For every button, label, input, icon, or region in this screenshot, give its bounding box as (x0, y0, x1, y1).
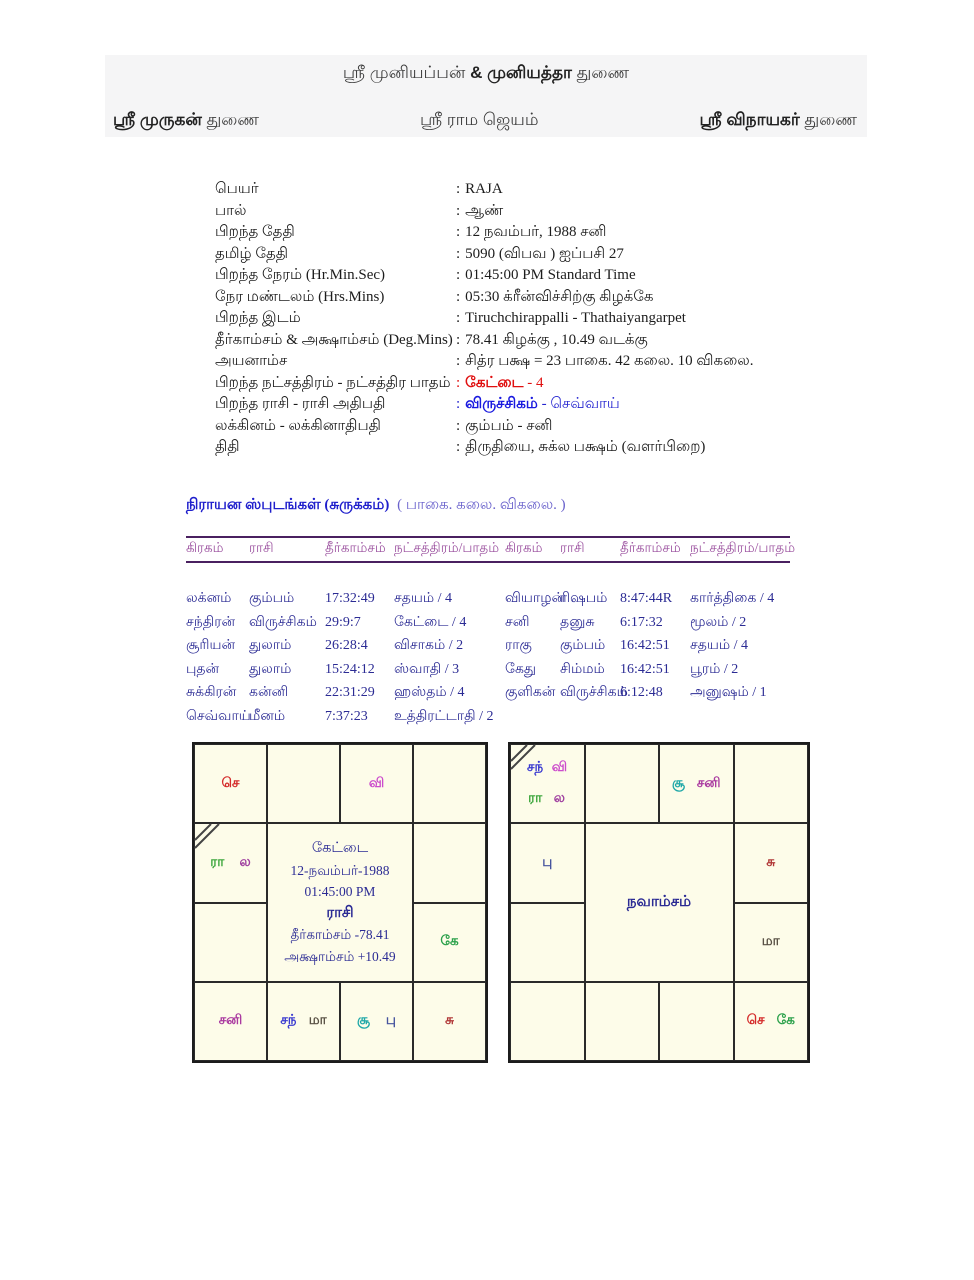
col-header-nakshatra: நட்சத்திரம்/பாதம் (394, 540, 500, 555)
detail-value: 12 நவம்பர், 1988 சனி (465, 224, 607, 240)
positions-row (186, 681, 790, 705)
rasi-cell-virgo (413, 982, 486, 1061)
blessing-center: ஸ்ரீ ராம ஜெயம் (419, 110, 539, 129)
navamsa-cell-cancer (734, 823, 809, 902)
col-header-rasi: ராசி (249, 540, 274, 555)
position-cell: 6:17:32 (620, 614, 663, 630)
position-cell: தனுசு (560, 614, 595, 630)
detail-label: பிறந்த தேதி (215, 224, 295, 240)
position-cell: துலாம் (249, 638, 292, 654)
planet-jupiter: வி (368, 774, 385, 790)
position-cell: ரிஷபம் (560, 591, 608, 606)
position-cell: 7:37:23 (325, 708, 368, 724)
position-cell: 16:42:51 (620, 661, 670, 677)
position-cell: 15:24:12 (325, 661, 375, 677)
position-cell: 26:28:4 (325, 638, 368, 654)
position-cell: கார்த்திகை / 4 (690, 591, 775, 606)
birth-rasi-value: விருச்சிகம் (465, 396, 538, 412)
detail-label: தீர்காம்சம் & அக்ஷாம்சம் (Deg.Mins) (215, 331, 453, 348)
position-cell: ராகு (505, 638, 532, 654)
deity-name-2: முனியத்தா (487, 63, 572, 82)
detail-label: பால் (215, 202, 247, 219)
rasi-cell-capricorn (194, 903, 267, 982)
position-cell: ஹஸ்தம் / 4 (394, 685, 465, 701)
birth-time-line: 01:45:00 PM (304, 884, 376, 899)
detail-row-ayanamsa: அயனாம்ச : சித்ர பக்ஷ = 23 பாகை. 42 கலை. 10 விகலை. (215, 351, 754, 373)
rasi-cell-pisces (194, 744, 267, 823)
position-cell: ஸ்வாதி / 3 (394, 661, 460, 677)
position-cell: விசாகம் / 2 (394, 638, 464, 654)
position-cell: கேது (505, 661, 537, 677)
detail-row-tithi: திதி : திருதியை, சுக்ல பக்ஷம் (வளர்பிறை) (215, 437, 754, 459)
position-cell: 16:42:51 (620, 638, 670, 654)
col-header-longitude: தீர்காம்சம் (325, 540, 386, 555)
detail-value: Tiruchchirappalli - Thathaiyangarpet (465, 310, 686, 326)
detail-label: லக்கினம் - லக்கினாதிபதி (215, 417, 381, 434)
lagna-marker-icon (510, 744, 536, 770)
blessing-right: ஸ்ரீ விநாயகர் துணை (699, 110, 857, 129)
header-blessing-box (105, 55, 867, 137)
detail-row-birth-place: பிறந்த இடம் : Tiruchchirappalli - Thathaiyangarpet (215, 308, 754, 330)
rasi-center-info (267, 823, 413, 982)
rasi-cell-scorpio (267, 982, 340, 1061)
planet-mercury: பு (542, 853, 553, 869)
position-cell: சனி (505, 614, 530, 630)
detail-row-gender: பால் : ஆண் (215, 201, 754, 223)
blessing-line-top (105, 63, 867, 85)
position-cell: குளிகன் (505, 685, 556, 701)
detail-label: பிறந்த ராசி - ராசி அதிபதி (215, 396, 386, 412)
birth-details-list (215, 179, 754, 459)
position-cell: கேட்டை / 4 (394, 614, 467, 630)
detail-value: ஆண் (465, 202, 504, 219)
position-cell (690, 705, 790, 729)
position-cell: வியாழன் (505, 591, 566, 606)
longitude-line: தீர்காம்சம் -78.41 (290, 927, 390, 942)
position-cell: 8:47:44R (620, 591, 673, 606)
chart-title-navamsa: நவாம்சம் (626, 893, 692, 910)
position-cell: புதன் (186, 661, 220, 677)
position-cell: கும்பம் (249, 591, 295, 606)
detail-row-name: பெயர் : RAJA (215, 179, 754, 201)
position-cell: விருச்சிகம் (249, 614, 317, 630)
positions-title-units: ( பாகை. கலை. விகலை. ) (397, 497, 566, 513)
navamsa-cell-pisces (510, 744, 585, 823)
detail-label: நேர மண்டலம் (Hrs.Mins) (215, 288, 385, 305)
position-cell: உத்திரட்டாதி / 2 (394, 708, 494, 724)
planet-mercury: பு (385, 1012, 396, 1028)
detail-row-time-zone: நேர மண்டலம் (Hrs.Mins) : 05:30 க்ரீன்விச்சிற்கு கிழக்கே (215, 287, 754, 309)
position-cell (560, 705, 620, 729)
detail-value: 01:45:00 PM Standard Time (465, 267, 636, 283)
position-cell: பூரம் / 2 (690, 661, 739, 677)
detail-value: RAJA (465, 181, 503, 197)
rasi-cell-taurus (340, 744, 413, 823)
positions-row (186, 658, 790, 682)
deity-name-1: முனியப்பன் (369, 63, 466, 82)
lagna-marker: ல (239, 853, 251, 869)
col-header-graha: கிரகம் (505, 540, 543, 555)
position-cell: 6:12:48 (620, 685, 663, 701)
navamsa-cell-taurus (659, 744, 734, 823)
detail-value: சித்ர பக்ஷ = 23 பாகை. 42 கலை. 10 விகலை. (465, 353, 754, 369)
position-cell: சதயம் / 4 (394, 591, 453, 606)
sri-prefix: ஸ்ரீ (342, 63, 366, 82)
navamsa-cell-capricorn (510, 903, 585, 982)
lagna-marker-icon (194, 823, 220, 849)
position-cell: மூலம் / 2 (690, 614, 747, 630)
position-cell: விருச்சிகம் (560, 685, 628, 701)
positions-row (186, 634, 790, 658)
position-cell: கும்பம் (560, 638, 606, 654)
navamsa-cell-scorpio (585, 982, 660, 1061)
navamsa-cell-sagittarius (510, 982, 585, 1061)
blessing-left: ஸ்ரீ முருகன் துணை (113, 110, 260, 129)
detail-value: திருதியை, சுக்ல பக்ஷம் (வளர்பிறை) (465, 439, 706, 455)
positions-row (186, 705, 790, 729)
detail-value: கும்பம் - சனி (465, 417, 553, 434)
detail-value: 78.41 கிழக்கு , 10.49 வடக்கு (465, 331, 648, 348)
planet-venus: சு (766, 853, 776, 869)
positions-row (186, 587, 790, 611)
detail-value: 5090 (விபவ ) ஐப்பசி 27 (465, 245, 624, 262)
navamsa-center-info (585, 823, 734, 982)
col-header-longitude: தீர்காம்சம் (620, 540, 681, 555)
detail-row-birth-date: பிறந்த தேதி : 12 நவம்பர், 1988 சனி (215, 222, 754, 244)
col-header-graha: கிரகம் (186, 540, 224, 555)
detail-row-birth-time: பிறந்த நேரம் (Hr.Min.Sec) : 01:45:00 PM Standard Time (215, 265, 754, 287)
rasi-cell-libra (340, 982, 413, 1061)
planet-sun: சூ (671, 774, 685, 790)
detail-row-tamil-date: தமிழ் தேதி : 5090 (விபவ ) ஐப்பசி 27 (215, 244, 754, 266)
positions-header-row (186, 536, 796, 563)
position-cell: 29:9:7 (325, 614, 361, 630)
rasi-chart (192, 742, 488, 1063)
detail-row-lagna: லக்கினம் - லக்கினாதிபதி : கும்பம் - சனி (215, 416, 754, 438)
position-cell: சுக்கிரன் (186, 685, 237, 701)
ampersand: & (470, 63, 483, 82)
detail-label: திதி (215, 439, 240, 455)
position-cell: செவ்வாய் (186, 708, 251, 724)
rasi-cell-gemini (413, 744, 486, 823)
birth-star-value: கேட்டை (465, 374, 524, 391)
rasi-cell-aquarius (194, 823, 267, 902)
position-cell: கன்னி (249, 685, 289, 701)
birth-date-line: 12-நவம்பர்-1988 (290, 862, 390, 878)
position-cell: சூரியன் (186, 638, 236, 654)
blessing-line-bottom (105, 110, 867, 132)
detail-row-long-lat: தீர்காம்சம் & அக்ஷாம்சம் (Deg.Mins) : 78.41 கிழக்கு , 10.49 வடக்கு (215, 330, 754, 352)
planet-ketu: கே (776, 1012, 795, 1028)
birth-star-line: கேட்டை (311, 840, 369, 856)
planet-venus: சு (445, 1012, 454, 1028)
planet-jupiter: வி (551, 759, 568, 775)
position-cell (620, 705, 690, 729)
positions-row (186, 611, 790, 635)
planet-positions-table (186, 536, 796, 729)
detail-label: தமிழ் தேதி (215, 245, 289, 262)
planet-moon: சந் (527, 759, 544, 775)
position-cell: சந்திரன் (186, 614, 236, 630)
position-cell (505, 705, 560, 729)
detail-label: பெயர் (215, 181, 259, 197)
planet-rahu: ரா (210, 853, 225, 869)
col-header-rasi: ராசி (560, 540, 585, 555)
planet-rahu: ரா (528, 790, 543, 806)
detail-label: பிறந்த நட்சத்திரம் - நட்சத்திர பாதம் (215, 374, 451, 391)
detail-label: பிறந்த இடம் (215, 310, 301, 326)
planet-mars: செ (746, 1012, 765, 1028)
positions-section-title (186, 496, 566, 515)
positions-body (186, 587, 790, 729)
detail-label: பிறந்த நேரம் (Hr.Min.Sec) (215, 267, 386, 283)
position-cell: துலாம் (249, 661, 292, 677)
position-cell: லக்னம் (186, 591, 232, 606)
navamsa-cell-libra (659, 982, 734, 1061)
position-cell: 22:31:29 (325, 685, 375, 701)
col-header-nakshatra: நட்சத்திரம்/பாதம் (690, 540, 796, 555)
planet-sun: சூ (357, 1012, 370, 1028)
navamsa-cell-aries (585, 744, 660, 823)
chart-title-rasi: ராசி (326, 904, 354, 921)
planet-saturn: சனி (696, 774, 721, 790)
planet-mandi: மா (308, 1012, 327, 1028)
planet-moon: சந் (280, 1012, 297, 1028)
lagna-marker: ல (553, 790, 565, 806)
rasi-cell-cancer (413, 823, 486, 902)
planet-mandi: மா (761, 933, 780, 949)
latitude-line: அக்ஷாம்சம் +10.49 (284, 948, 396, 964)
detail-row-rasi: பிறந்த ராசி - ராசி அதிபதி : விருச்சிகம் - செவ்வாய் (215, 394, 754, 416)
position-cell: 17:32:49 (325, 591, 375, 606)
position-cell: மீனம் (249, 708, 286, 724)
position-cell: சிம்மம் (560, 661, 605, 677)
detail-row-nakshatra: பிறந்த நட்சத்திரம் - நட்சத்திர பாதம் : கேட்டை - 4 (215, 373, 754, 395)
detail-label: அயனாம்ச (215, 353, 288, 369)
thunai-word: துணை (576, 63, 630, 82)
navamsa-chart (508, 742, 810, 1063)
planet-saturn: சனி (218, 1012, 243, 1028)
detail-value: 05:30 க்ரீன்விச்சிற்கு கிழக்கே (465, 288, 654, 305)
planet-ketu: கே (440, 933, 459, 949)
positions-title-text: நிராயன ஸ்புடங்கள் (சுருக்கம்) (186, 497, 390, 513)
position-cell: அனுஷம் / 1 (690, 685, 767, 701)
navamsa-cell-virgo (734, 982, 809, 1061)
planet-mars: செ (221, 774, 240, 790)
navamsa-cell-gemini (734, 744, 809, 823)
navamsa-cell-leo (734, 903, 809, 982)
navamsa-cell-aquarius (510, 823, 585, 902)
rasi-cell-aries (267, 744, 340, 823)
rasi-cell-leo (413, 903, 486, 982)
rasi-cell-sagittarius (194, 982, 267, 1061)
position-cell: சதயம் / 4 (690, 638, 749, 654)
